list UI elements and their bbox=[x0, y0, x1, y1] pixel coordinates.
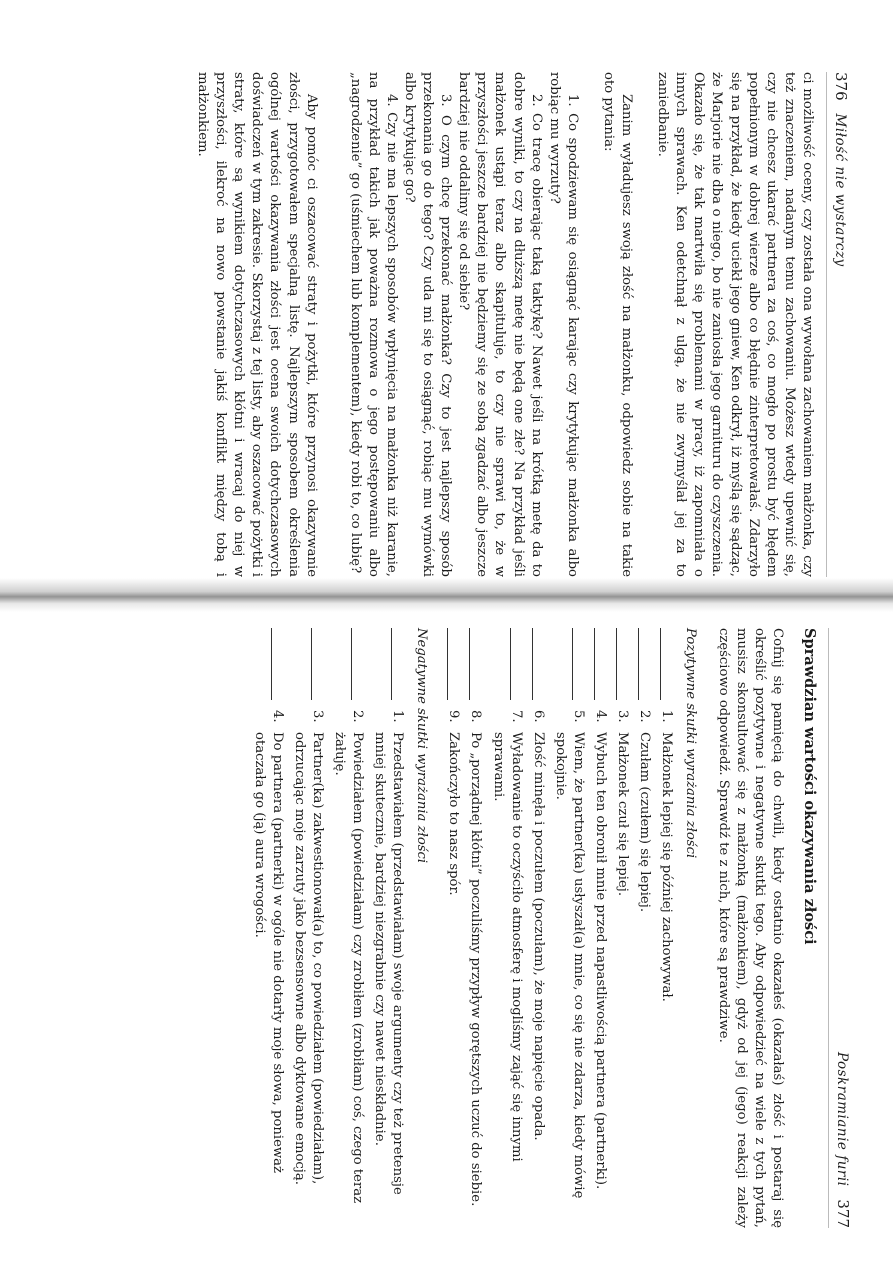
item-text: Złość minęła i poczułem (poczułam), że moje napięcie opada. bbox=[530, 732, 546, 1141]
section-title: Sprawdzian wartości okazywania złości bbox=[800, 628, 818, 945]
question-list bbox=[346, 72, 581, 577]
running-title: Poskramianie furii bbox=[834, 1051, 850, 1187]
item-number: 9. bbox=[446, 710, 462, 723]
item-number: 5. bbox=[570, 710, 586, 723]
check-blank-line[interactable] bbox=[391, 628, 405, 700]
check-blank-line[interactable] bbox=[271, 628, 285, 700]
positive-checklist bbox=[444, 628, 675, 1228]
check-blank-line[interactable] bbox=[510, 628, 524, 700]
item-number: 6. bbox=[530, 710, 546, 723]
paragraph-ken-marjorie: ci możliwość oceny, czy została ona wywołana zachowaniem małżonka, czy też znaczeniem, nadanym temu zachowaniu. Możesz wtedy upewnić się, czy nie chcesz ukarać partnera za coś, co mogło po prostu być błędem popełnionym w dobrej wierze albo co błędnie zinterpretowałaś. Zdarzyło się na przykład, że kiedy uciekł jego gniew, Ken odkrył, iż myślą się sądząc, że Marjorie nie dba o niego, bo nie zaniosła jego garnituru do czyszczenia. Okazało się, że tak martwiła się problemami w pracy, iż zapomniała o innych sprawach. Ken odetchnął z ulgą, że nie zwymyślał jej za to zaniedbanie. bbox=[655, 72, 815, 577]
checklist-item bbox=[249, 628, 285, 1228]
running-head-left bbox=[826, 72, 850, 577]
question-4: 4. Czy nie ma lepszych sposobów wpłynięcia na małżonka niż karanie, na przykład takich jak poważna rozmowa o jego postępowaniu albo „nagrodzenie” go (uśmiechem lub komplementem), kiedy robi to, co lubię? bbox=[347, 72, 399, 577]
item-text: Partner(ka) zakwestionował(a) to, co powiedziałem (powiedziałam), odrzucając moje zarzuty jako bezsensowne albo dyktowane emocją. bbox=[291, 732, 325, 1185]
item-text: Przedstawiałem (przedstawiałam) swoje argumenty czy też pretensje mniej skutecznie, bardziej niezgrabnie czy nawet nieskładnie. bbox=[372, 732, 406, 1195]
page-number: 377 bbox=[834, 1199, 852, 1228]
item-number: 3. bbox=[615, 710, 631, 723]
checklist-item bbox=[551, 628, 587, 1228]
item-number: 8. bbox=[468, 710, 484, 723]
running-title: Miłość nie wystarczy bbox=[832, 113, 848, 267]
page-376 bbox=[70, 72, 850, 577]
item-text: Po „porządnej kłótni” poczuliśmy przypływ gorętszych uczuć do siebie. bbox=[468, 732, 484, 1207]
check-blank-line[interactable] bbox=[470, 628, 484, 700]
check-blank-line[interactable] bbox=[594, 628, 608, 700]
check-blank-line[interactable] bbox=[660, 628, 674, 700]
checklist-item bbox=[489, 628, 525, 1228]
check-blank-line[interactable] bbox=[447, 628, 461, 700]
book-gutter-shadow bbox=[0, 578, 893, 612]
item-number: 1. bbox=[390, 710, 406, 723]
negative-heading: Negatywne skutki wyrażania złości bbox=[414, 628, 430, 864]
checklist-item bbox=[657, 628, 675, 1228]
item-text: Czułam (czułem) się lepiej. bbox=[637, 732, 653, 913]
checklist-item bbox=[466, 628, 484, 1228]
negative-checklist bbox=[249, 628, 406, 1228]
page-number: 376 bbox=[832, 72, 850, 101]
paragraph-questions-intro: Zanim wyładujesz swoją złość na małżonku, odpowiedz sobie na takie oto pytania: bbox=[600, 72, 635, 577]
item-number: 4. bbox=[269, 710, 285, 723]
item-text: Powiedziałem (powiedziałam) czy zrobiłem (zrobiłam) coś, czego teraz żałuję. bbox=[331, 732, 366, 1204]
item-text: Do partnera (partnerki) w ogóle nie dotarły moje słowa, ponieważ otaczała go (ją) aura wrogości. bbox=[251, 732, 285, 1173]
item-number: 7. bbox=[508, 710, 524, 723]
item-text: Wyładowanie to oczyściło atmosferę i mogliśmy zająć się innymi sprawami. bbox=[490, 732, 524, 1162]
question-1: 1. Co spodziewam się osiągnąć karając czy krytykując małżonka albo robiąc mu wyrzuty? bbox=[546, 72, 580, 577]
check-blank-line[interactable] bbox=[532, 628, 546, 700]
item-number: 2. bbox=[350, 710, 366, 723]
item-number: 1. bbox=[659, 710, 675, 723]
checklist-item bbox=[330, 628, 366, 1228]
checklist-intro: Cofnij się pamięcią do chwili, kiedy ostatnio okazałeś (okazałaś) złość i postaraj się określić pozytywne i negatywne skutki tego. Aby odpowiedzieć na wiele z tych pytań, musisz skonsultować się z małżonką (małżonkiem), gdyż od jej (jego) reakcji zależy częściowo odpowiedź. Sprawdź te z nich, które są prawdziwe. bbox=[715, 628, 785, 1228]
item-number: 4. bbox=[593, 710, 609, 723]
page-377 bbox=[32, 628, 852, 1228]
checklist-item bbox=[290, 628, 326, 1228]
item-number: 2. bbox=[637, 710, 653, 723]
checklist-item bbox=[529, 628, 547, 1228]
item-text: Małżonek lepiej się później zachowywał. bbox=[659, 732, 675, 1002]
checklist-item bbox=[635, 628, 653, 1228]
checklist-item bbox=[444, 628, 462, 1228]
checklist-item bbox=[591, 628, 609, 1228]
question-3: 3. O czym chcę przekonać małżonka? Czy to jest najlepszy sposób przekonania go do tego? Czy uda mi się to osiągnąć, robiąc mu wymówki albo krytykując go? bbox=[402, 72, 454, 577]
checklist-item bbox=[370, 628, 406, 1228]
check-blank-line[interactable] bbox=[351, 628, 365, 700]
check-blank-line[interactable] bbox=[572, 628, 586, 700]
paragraph-list-intro: Aby pomóc ci oszacować straty i pożytki, które przynosi okazywanie złości, przygotowałem specjalną listę. Najlepszym sposobem określenia ogólnej wartości okazywania złości jest ocena swoich dotychczasowych doświadczeń w tym zakresie. Skorzystaj z tej listy, aby oszacować pożytki i straty, które są wynikiem dotychczasowych kłótni i wracaj do niej w przyszłości, ilekroć na nowo powstanie jakiś konflikt między tobą i małżonkiem. bbox=[195, 72, 319, 577]
check-blank-line[interactable] bbox=[311, 628, 325, 700]
checklist-item bbox=[613, 628, 631, 1228]
positive-heading: Pozytywne skutki wyrażania złości bbox=[683, 628, 699, 859]
question-2: 2. Co tracę obierając taką taktykę? Nawet jeśli na krótką metę da to dobre wyniki, to czy na dłuższą metę nie będą one złe? Na przykład jeśli małżonek ustąpi teraz albo skapituluje, to czy nie sprawi to, że w przyszłości jeszcze bardziej nie będziemy się ze sobą zgadzać albo jeszcze bardziej nie oddalimy się od siebie? bbox=[456, 72, 544, 577]
item-text: Wiem, że partner(ka) usłyszał(a) mnie, co się nie zdarza, kiedy mówię spokojnie. bbox=[552, 732, 586, 1199]
check-blank-line[interactable] bbox=[638, 628, 652, 700]
item-text: Zakończyło to nasz spór. bbox=[446, 732, 462, 896]
item-text: Wybuch ten obronił mnie przed napastliwością partnera (partnerki). bbox=[593, 732, 609, 1190]
item-text: Małżonek czuł się lepiej. bbox=[615, 732, 631, 897]
running-head-right bbox=[828, 628, 852, 1228]
check-blank-line[interactable] bbox=[616, 628, 630, 700]
item-number: 3. bbox=[309, 710, 325, 723]
